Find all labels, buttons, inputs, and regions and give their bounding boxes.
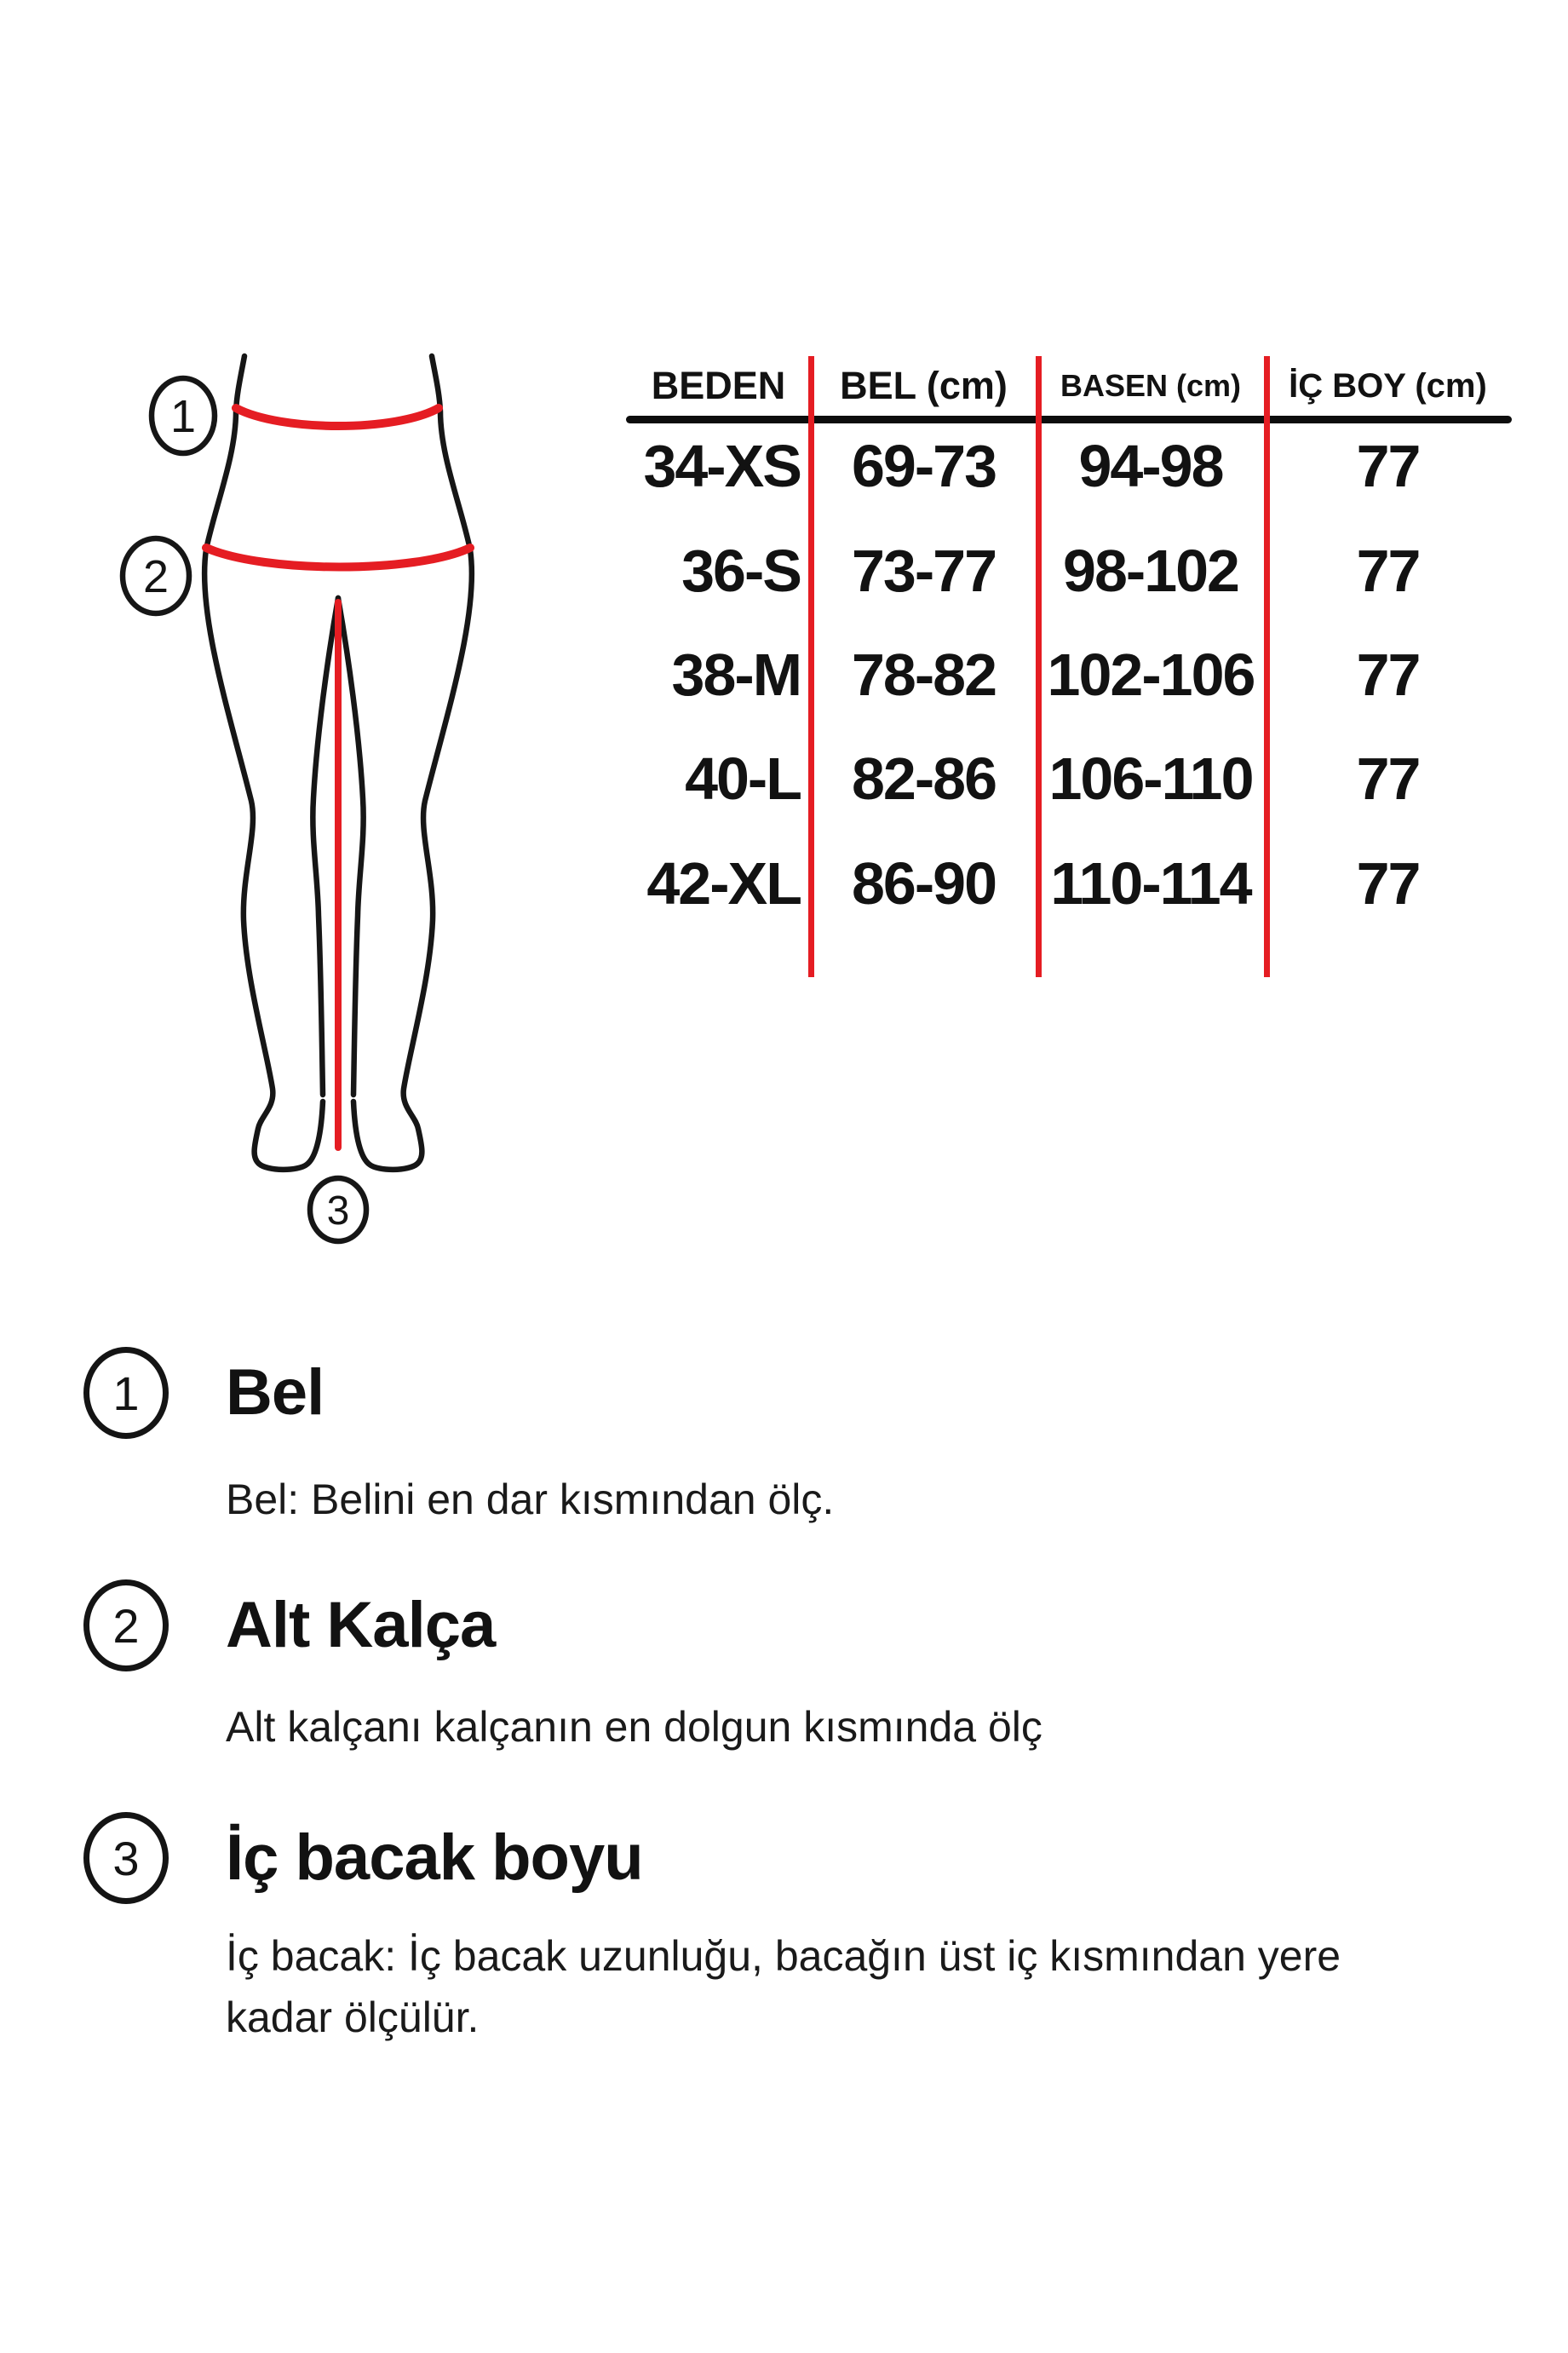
table-cell: 38-M xyxy=(671,641,801,708)
table-cell: 102-106 xyxy=(1047,641,1255,708)
table-cell: 77 xyxy=(1356,745,1420,812)
guide-3-description-line: İç bacak: İç bacak uzunluğu, bacağın üst iç kısmından yere xyxy=(226,1932,1341,1980)
guide-3-description xyxy=(226,1925,1341,2048)
guide-3-title: İç bacak boyu xyxy=(226,1821,643,1894)
figure-left-outline xyxy=(204,356,323,1170)
column-header-bel: BEL (cm) xyxy=(840,364,1008,407)
column-header-basen: BASEN (cm) xyxy=(1060,368,1242,403)
table-cell: 73-77 xyxy=(851,538,997,604)
guide-3-description-line: kadar ölçülür. xyxy=(226,1993,480,2041)
table-cell: 77 xyxy=(1356,433,1420,499)
figure-inner-left-leg xyxy=(313,598,338,1095)
table-cell: 77 xyxy=(1356,538,1420,604)
guide-2-number-badge xyxy=(83,1579,169,1671)
guide-2-title: Alt Kalça xyxy=(226,1589,496,1661)
guide-1-title: Bel xyxy=(226,1356,325,1429)
table-cell: 69-73 xyxy=(851,433,997,499)
table-cell: 78-82 xyxy=(851,641,997,708)
marker-3-label: 3 xyxy=(326,1188,350,1234)
table-cell: 98-102 xyxy=(1063,538,1238,604)
guide-2-description-line: Alt kalçanı kalçanın en dolgun kısmında ölç xyxy=(226,1703,1042,1751)
header-underline xyxy=(626,416,1512,423)
table-cell: 94-98 xyxy=(1078,433,1223,499)
column-header-icboy: İÇ BOY (cm) xyxy=(1289,366,1487,405)
guide-3-number-badge xyxy=(83,1812,169,1904)
marker-2-label: 2 xyxy=(142,551,169,602)
guide-2-description xyxy=(226,1696,1042,1758)
table-cell: 106-110 xyxy=(1048,745,1253,812)
guide-3-number: 3 xyxy=(112,1831,140,1885)
table-cell: 77 xyxy=(1356,641,1420,708)
column-header-beden: BEDEN xyxy=(651,364,786,407)
hip-measure-line xyxy=(206,548,470,567)
table-cell: 110-114 xyxy=(1050,850,1251,917)
table-cell: 40-L xyxy=(685,745,801,812)
guide-1-description xyxy=(226,1469,834,1530)
guide-1-number-badge xyxy=(83,1347,169,1439)
marker-1-label: 1 xyxy=(169,391,197,442)
table-cell: 86-90 xyxy=(851,850,997,917)
waist-measure-line xyxy=(236,408,439,426)
figure-inner-right-leg xyxy=(338,598,364,1095)
table-cell: 36-S xyxy=(681,538,801,604)
guide-1-number: 1 xyxy=(112,1366,140,1420)
table-cell: 82-86 xyxy=(851,745,997,812)
table-cell: 77 xyxy=(1356,850,1420,917)
table-cell: 34-XS xyxy=(643,433,801,499)
figure-right-outline xyxy=(353,356,472,1170)
table-cell: 42-XL xyxy=(646,850,801,917)
guide-2-number: 2 xyxy=(112,1598,140,1653)
pants-measurement-diagram xyxy=(85,328,528,1261)
guide-1-description-line: Bel: Belini en dar kısmından ölç. xyxy=(226,1476,835,1523)
